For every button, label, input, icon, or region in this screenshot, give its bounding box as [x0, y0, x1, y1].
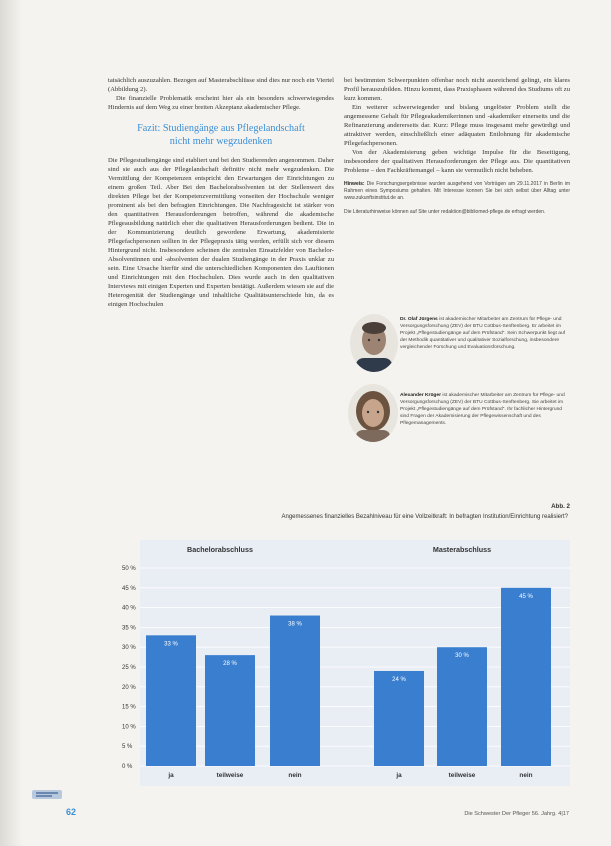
- left-paragraph-3: Die Pflegestudiengänge sind etabliert und bei den Studierenden angenommen. Daher sind sie auch aus der Pflegelandschaft definitiv nicht mehr wegzudenken. Die Vermittlung der Kompetenzen entspricht den Erwartungen der Einrichtungen zu einem großen Teil. Aber Bei den Bachelorabsolventen ist der Stellenwert des direkten Pflege bei der Kompetenzvermittlung vonseiten der Hochschule weniger prominent als bei den befragten Einrichtungen. Die Nachfragesicht ist stärker von den quantitativen Herausforderungen betroffen, während die akademische Pflegeausbildung natürlich eher die qualitativen Herausforderungen bedient. Die in der Kommunizierung deutlich gewordene Erwartung, akademisierte Pflegefachpersonen sollten in der Pflegepraxis tätig werden, erfüllt sich vor diesem Hintergrund nicht. Insbesondere scheinen die zentralen Einsatzfelder von Bachelor-Absolventinnen und -absolventen der dualen Studiengänge in der Praxis unklar zu sein. Eine Ursache hierfür sind die unterschiedlichen Komponenten des Lauftionen und Einrichtungen mit den Hochschulen. Dies wurde auch in den qualitativen Interviews mit einigen Experten und Experten bestätigt. Außerdem wiesen sie auf die Heterogenität der Studiengänge und inhaltliche Qualitätsunterschiede hin, da es einigen Hochschulen: [108, 157, 334, 308]
- bar: [374, 671, 424, 766]
- bar: [437, 647, 487, 766]
- author-text-2: ist akademischer Mitarbeiter am Zentrum für Pflege- und Versorgungsforschung (ZEV) der BTU Cottbus-Senftenberg. Sie arbeitet im Projekt „Pflegestudiengänge auf dem Prüfstand“. Ihr fachlicher Hintergrund sind Fragen der Akademisierung der Pflegewissenschaft und des Pflegemanagements.: [400, 393, 565, 426]
- section-heading-line1: Fazit: Studiengänge aus Pflegelandschaft: [137, 123, 305, 134]
- author-name-2: Alexander Krüger: [400, 393, 442, 398]
- x-category-label: ja: [168, 772, 174, 779]
- y-tick-label: 15 %: [122, 704, 136, 711]
- y-tick-label: 50 %: [122, 566, 136, 572]
- right-paragraph-1: bei bestimmten Schwerpunkten offenbar noch nicht ausreichend gelingt, ein klares Profil herauszubilden. Hinzu kommt, dass Praxisphasen während des Studiums oft zu kurz kommen.: [344, 77, 570, 102]
- bar-value-label: 38 %: [288, 621, 302, 628]
- y-tick-label: 5 %: [122, 744, 133, 751]
- right-paragraph-3: Von der Akademisierung geben wichtige Impulse für die Beseitigung, insbesondere der qualitativen Herausforderungen der Pflege aus. Die quantitativen Probleme – den Fachkräftemangel – kann sie vermutlich nicht beheben.: [344, 149, 570, 174]
- right-paragraph-2: Ein weiterer schwerwiegender und bislang ungelöster Problem stellt die angemessene Gehalt für Pflegeakademikerinnen und -akademiker einerseits und die Refinanzierung andererseits dar. Kurz: Pflege muss insgesamt mehr gewürdigt und attraktiver werden, einschließlich einer adäquaten Entlohnung für akademische Pflegefachpersonen.: [344, 104, 570, 147]
- bar-value-label: 45 %: [519, 593, 533, 600]
- literature-note: Die Literaturhinweise können auf Site unter redaktion@bibliomed-pflege.de erfragt werden.: [344, 208, 546, 215]
- y-tick-label: 20 %: [122, 684, 136, 691]
- figure-label: Abb. 2: [551, 503, 570, 510]
- author-name-1: Dr. Olaf Jürgens: [400, 317, 438, 322]
- bar: [146, 635, 196, 766]
- figure-caption: Angemessenes finanzielles Bezahlniveau für eine Vollzeitkraft: In befragten Institution/Einrichtung realisiert?: [281, 514, 568, 520]
- note-text: Die Forschungsergebnisse wurden ausgehend von Vorträgen am 29.11.2017 in Berlin im Rahmen eines Symposiums gehalten. Mit Interesse konnen Sie bei sich selbst über Alltag unter www.zukunftsinstitut.de an.: [344, 181, 571, 202]
- left-paragraph-1: tatsächlich auszuzahlen. Bezogen auf Masterabschlüsse sind dies nur noch ein Viertel (Abbildung 2).: [108, 77, 334, 93]
- x-category-label: teilweise: [216, 772, 244, 779]
- y-tick-label: 35 %: [122, 625, 136, 632]
- journal-footer: Die Schwester Der Pfleger 56. Jahrg. 4|17: [464, 811, 569, 817]
- y-tick-label: 25 %: [122, 665, 136, 671]
- y-tick-label: 40 %: [122, 605, 136, 612]
- author-text-1: ist akademischer Mitarbeiter am Zentrum für Pflege- und Versorgungsforschung (ZEV) der BTU Cottbus-Senftenberg. Er arbeitet im Projekt „Pflegestudiengänge auf dem Prüfstand“. Sein Schwerpunkt liegt auf der Methodik quantitativer und qualitativer Sozialforschung, insbesondere vergleichender Forschung und Evaluationsforschung.: [400, 317, 566, 350]
- page-number: 62: [66, 807, 77, 817]
- bar: [205, 655, 255, 766]
- bar: [501, 588, 551, 766]
- bar-value-label: 28 %: [223, 661, 237, 668]
- left-paragraph-2: Die finanzielle Problematik erscheint hier als ein besonders schwerwiegendes Hindernis auf dem Weg zu einer breiten Akzeptanz akademischer Pflege.: [108, 95, 334, 111]
- x-category-label: nein: [519, 772, 533, 779]
- y-tick-label: 30 %: [122, 645, 136, 652]
- publisher-logo: [32, 788, 72, 802]
- x-category-label: teilweise: [448, 772, 476, 779]
- bar-value-label: 33 %: [164, 641, 178, 648]
- bar-value-label: 30 %: [455, 653, 469, 660]
- note-label: Hinweis:: [344, 181, 365, 187]
- y-tick-label: 0 %: [122, 764, 133, 770]
- y-tick-label: 10 %: [122, 724, 136, 731]
- logo-icon: [32, 788, 72, 802]
- y-tick-label: 45 %: [122, 585, 136, 592]
- x-category-label: nein: [288, 772, 302, 779]
- section-heading-line2: nicht mehr wegzudenken: [169, 136, 273, 147]
- x-category-label: ja: [396, 772, 402, 779]
- bar: [270, 616, 320, 766]
- panel-title: Masterabschluss: [432, 545, 492, 554]
- panel-title: Bachelorabschluss: [187, 545, 253, 554]
- bar-value-label: 24 %: [392, 676, 406, 683]
